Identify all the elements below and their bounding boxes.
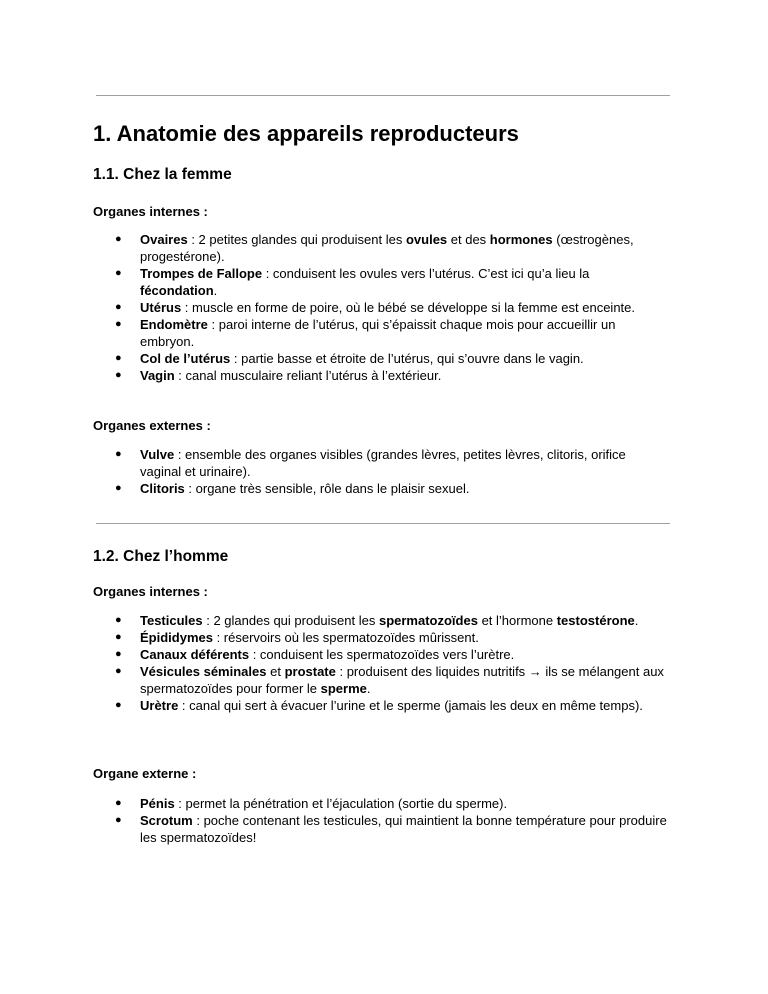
bold-term: prostate bbox=[284, 664, 336, 679]
bullet-icon: ● bbox=[115, 797, 122, 809]
bold-term: Pénis bbox=[140, 796, 175, 811]
item-text: : organe très sensible, rôle dans le plaisir sexuel. bbox=[184, 481, 470, 496]
list-item bbox=[0, 697, 670, 714]
bullet-icon: ● bbox=[115, 631, 122, 643]
item-text: et des bbox=[447, 232, 490, 247]
bold-term: Utérus bbox=[140, 300, 182, 315]
bullet-icon: ● bbox=[115, 614, 122, 626]
bold-term: Vagin bbox=[140, 368, 175, 383]
bullet-icon: ● bbox=[115, 665, 122, 677]
list-item bbox=[0, 231, 670, 265]
bullet-icon: ● bbox=[115, 482, 122, 494]
list-item bbox=[0, 663, 670, 697]
bold-term: Col de l’utérus bbox=[140, 351, 231, 366]
bullet-icon: ● bbox=[115, 369, 122, 381]
bold-term: Urètre bbox=[140, 698, 179, 713]
item-text: : ensemble des organes visibles (grandes lèvres, petites lèvres, clitoris, orifice vaginal et urinaire). bbox=[140, 447, 626, 479]
horizontal-rule-middle bbox=[96, 523, 670, 524]
item-text: : 2 glandes qui produisent les bbox=[202, 613, 379, 628]
list-item bbox=[0, 795, 670, 812]
bullet-icon: ● bbox=[115, 318, 122, 330]
list-item bbox=[0, 265, 670, 299]
item-text: : muscle en forme de poire, où le bébé se développe si la femme est enceinte. bbox=[181, 300, 636, 315]
bullet-icon: ● bbox=[115, 267, 122, 279]
horizontal-rule-top bbox=[96, 95, 670, 96]
group-label-homme-externe: Organe externe : bbox=[93, 766, 197, 781]
bullet-icon: ● bbox=[115, 648, 122, 660]
list-item bbox=[0, 612, 670, 629]
item-text: et bbox=[266, 664, 285, 679]
bullet-icon: ● bbox=[115, 352, 122, 364]
bullet-icon: ● bbox=[115, 448, 122, 460]
section-heading-homme: 1.2. Chez l’homme bbox=[93, 548, 229, 565]
group-label-femme-externes: Organes externes : bbox=[93, 418, 211, 433]
bold-term: testostérone bbox=[556, 613, 635, 628]
list-item bbox=[0, 646, 670, 663]
item-text: et l’hormone bbox=[477, 613, 557, 628]
list-item bbox=[0, 367, 670, 384]
list-homme-internes bbox=[0, 612, 670, 714]
bullet-icon: ● bbox=[115, 301, 122, 313]
bullet-icon: ● bbox=[115, 699, 122, 711]
item-text: : canal musculaire reliant l’utérus à l’extérieur. bbox=[174, 368, 442, 383]
item-text: : canal qui sert à évacuer l’urine et le sperme (jamais les deux en même temps). bbox=[178, 698, 643, 713]
list-item bbox=[0, 480, 670, 497]
bold-term: Endomètre bbox=[140, 317, 208, 332]
item-text: . bbox=[366, 681, 371, 696]
item-text: : permet la pénétration et l’éjaculation (sortie du sperme). bbox=[174, 796, 508, 811]
item-text: : réservoirs où les spermatozoïdes mûrissent. bbox=[212, 630, 479, 645]
bold-term: Épididymes bbox=[140, 630, 213, 645]
group-label-femme-internes: Organes internes : bbox=[93, 204, 208, 219]
item-text: : conduisent les spermatozoïdes vers l’urètre. bbox=[249, 647, 515, 662]
bold-term: fécondation bbox=[140, 283, 214, 298]
bold-term: ovules bbox=[405, 232, 448, 247]
section-heading-femme: 1.1. Chez la femme bbox=[93, 166, 232, 183]
item-text: (œstrogènes, progestérone). bbox=[140, 232, 634, 264]
group-label-homme-internes: Organes internes : bbox=[93, 584, 208, 599]
list-femme-externes bbox=[0, 446, 670, 497]
item-text: : partie basse et étroite de l’utérus, qui s’ouvre dans le vagin. bbox=[230, 351, 584, 366]
bold-term: Vésicules séminales bbox=[140, 664, 267, 679]
item-text: . bbox=[213, 283, 218, 298]
bold-term: Ovaires bbox=[140, 232, 188, 247]
item-text: . bbox=[634, 613, 639, 628]
list-item bbox=[0, 316, 670, 350]
bold-term: Testicules bbox=[140, 613, 203, 628]
bold-term: Vulve bbox=[140, 447, 175, 462]
bold-term: Clitoris bbox=[140, 481, 185, 496]
bold-term: Canaux déférents bbox=[140, 647, 250, 662]
bullet-icon: ● bbox=[115, 814, 122, 826]
item-text: : conduisent les ovules vers l’utérus. C’est ici qu’a lieu la bbox=[262, 266, 590, 281]
list-femme-internes bbox=[0, 231, 670, 384]
page-title: 1. Anatomie des appareils reproducteurs bbox=[93, 121, 519, 146]
list-homme-externe bbox=[0, 795, 670, 846]
list-item bbox=[0, 812, 670, 846]
item-text: : paroi interne de l’utérus, qui s’épaissit chaque mois pour accueillir un embryon. bbox=[140, 317, 616, 349]
bullet-icon: ● bbox=[115, 233, 122, 245]
list-item bbox=[0, 350, 670, 367]
bold-term: spermatozoïdes bbox=[378, 613, 478, 628]
bold-term: hormones bbox=[489, 232, 553, 247]
bold-term: sperme bbox=[320, 681, 367, 696]
list-item bbox=[0, 446, 670, 480]
item-text: : 2 petites glandes qui produisent les bbox=[187, 232, 406, 247]
item-text: : produisent des liquides nutritifs → ils se mélangent aux spermatozoïdes pour former le bbox=[140, 664, 664, 696]
list-item bbox=[0, 629, 670, 646]
bold-term: Scrotum bbox=[140, 813, 193, 828]
list-item bbox=[0, 299, 670, 316]
bold-term: Trompes de Fallope bbox=[140, 266, 263, 281]
item-text: : poche contenant les testicules, qui maintient la bonne température pour produire les spermatozoïdes! bbox=[140, 813, 667, 845]
